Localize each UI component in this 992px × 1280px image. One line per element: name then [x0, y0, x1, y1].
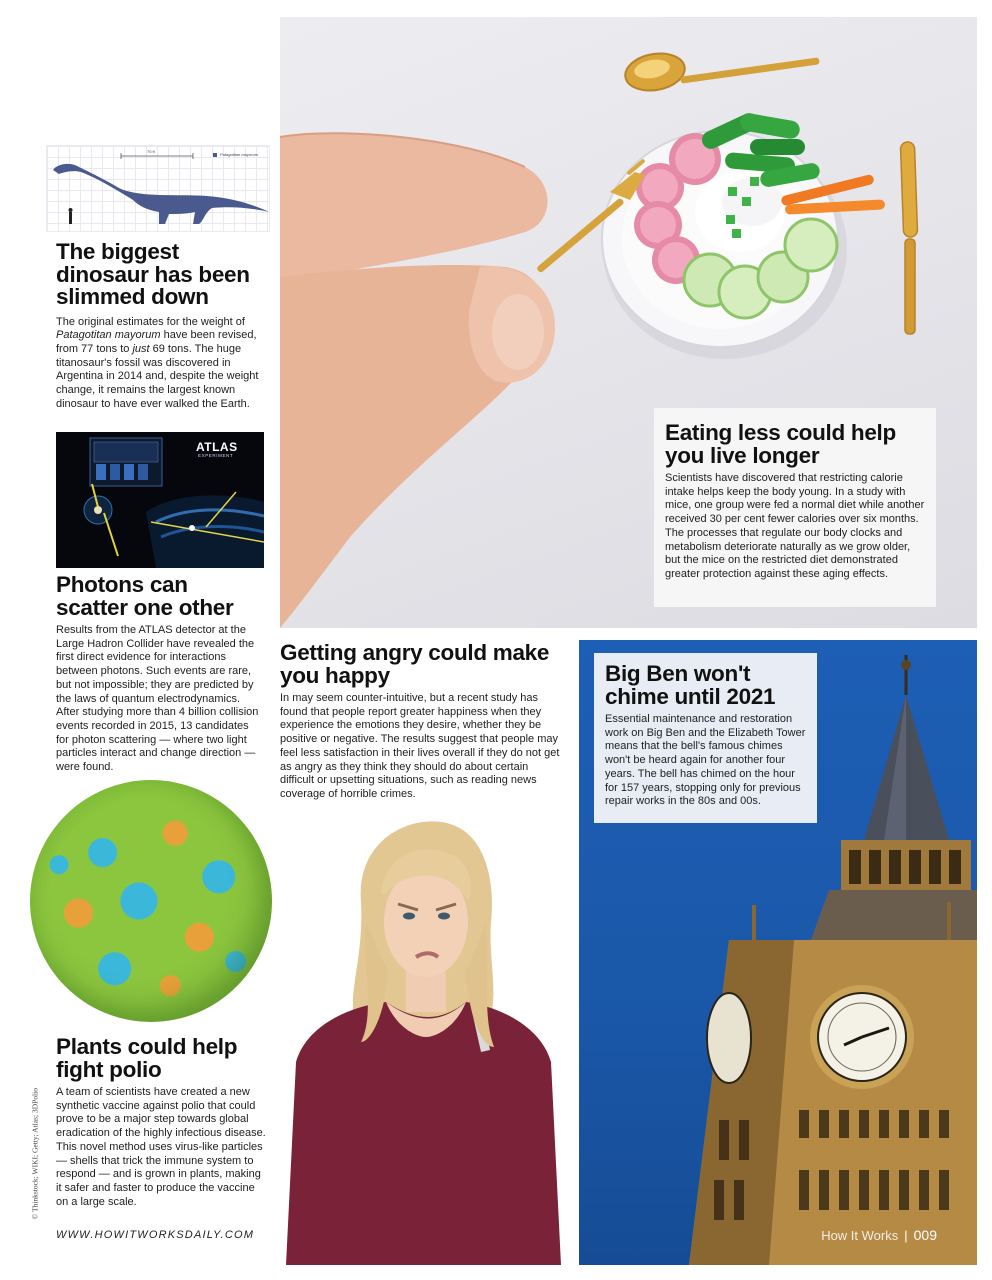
angry-woman-illustration: [276, 812, 566, 1265]
eating-body: Scientists have discovered that restricting calorie intake helps keep the body young. In a study with mice, one group were fed a normal diet while another received 30 per cent fewer calories over six months. The processes that regulate our body clocks and metabolism deteriorate naturally as we grow older, but the mice on the restricted diet demonstrated greater protection against these aging effects.: [665, 472, 925, 580]
chart-legend-label: Patagotitan mayorum: [220, 152, 259, 157]
angry-headline: Getting angry could make you happy: [280, 640, 550, 688]
atlas-logo-subtext: EXPERIMENT: [198, 453, 234, 458]
dinosaur-body: The original estimates for the weight of Patagotitan mayorum have been revised, from 77 tons to just 69 tons. The huge titanosaur's fossil was discovered in Argentina in 2014 and, despite the weight change, it remains the largest known dinosaur to have ever walked the Earth.: [56, 315, 259, 410]
chart-length-label: 70 ft: [147, 149, 155, 154]
angry-woman-photo: [276, 812, 566, 1265]
footer-separator: |: [904, 1228, 908, 1243]
polio-headline: Plants could help fight polio: [56, 1034, 238, 1082]
polio-virus-image: [30, 780, 272, 1022]
photons-body: Results from the ATLAS detector at the Large Hadron Collider have revealed the first direct evidence for interactions between photons. Such events are rare, but not impossible; they are predicted by the laws of quantum electrodynamics. After studying more than 4 billion collision events recorded in 2015, 13 candidates for photon scattering — where two light particles interact and change direction — were found.: [56, 624, 259, 774]
angry-article: [280, 642, 565, 802]
dinosaur-article: [56, 241, 264, 411]
photo-credits: © Thinkstock; WIKI; Getty; Atlas; 3DPolio: [30, 1088, 40, 1220]
page-footer-right: [821, 1227, 937, 1243]
page-number: 009: [913, 1227, 937, 1243]
dinosaur-size-chart: [46, 145, 270, 232]
photons-headline: Photons can scatter one other: [56, 572, 234, 620]
angry-body: In may seem counter-intuitive, but a recent study has found that people report greater happiness when they experience the emotions they desire, whether they be positive or negative. The results suggest that people may feel less satisfaction in their lives overall if they do not get as angry as they think they should do about certain difficult or upsetting situations, such as reading news coverage of horrible crimes.: [280, 692, 560, 800]
atlas-event-display: [56, 432, 264, 568]
bigben-article: [594, 653, 817, 823]
bigben-headline: Big Ben won't chime until 2021: [605, 661, 776, 709]
website-link[interactable]: WWW.HOWITWORKSDAILY.COM: [56, 1229, 255, 1241]
polio-body: A team of scientists have created a new synthetic vaccine against polio that could prove to be a major step towards global eradication of the highly infectious disease. This novel method uses virus-like particles — shells that trick the immune system to respond — and is grown in plants, making it safer and faster to produce the vaccine on a large scale.: [56, 1086, 266, 1208]
dinosaur-headline: The biggest dinosaur has been slimmed down: [56, 239, 250, 309]
dinosaur-silhouette: [47, 146, 271, 233]
atlas-logo: ATLAS: [196, 440, 238, 454]
big-ben-photo: [579, 640, 977, 1265]
polio-article: [56, 1036, 266, 1209]
photons-article: [56, 574, 262, 775]
bigben-body: Essential maintenance and restoration work on Big Ben and the Elizabeth Tower means that the bell's famous chimes won't be heard again for another four years. The bell has chimed on the hour for 157 years, stopping only for previous repair works in the 80s and 00s.: [605, 713, 806, 808]
eating-headline: Eating less could help you live longer: [665, 420, 896, 468]
magazine-name: How It Works: [821, 1228, 899, 1243]
eating-article: [654, 408, 936, 607]
